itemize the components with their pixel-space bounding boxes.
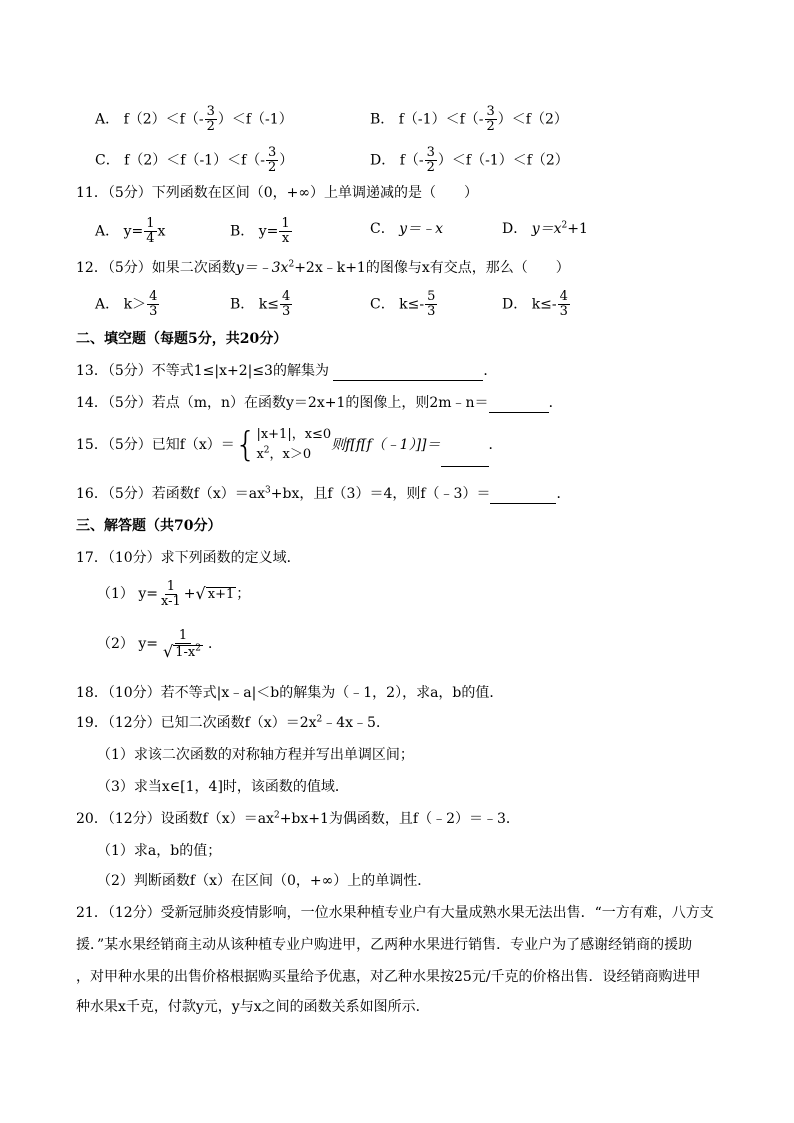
answer-blank[interactable] [441,452,489,467]
option-text: k＞ [123,296,147,313]
q20-part-2: （2）判断函数f（x）在区间（0，+∞）上的单调性． [97,873,432,889]
piecewise [235,425,331,465]
superscript: 2 [316,714,323,725]
q10-option-d[interactable] [370,146,569,175]
q12-option-c[interactable] [370,290,438,319]
part-text: y= [138,636,159,652]
frac-num: 1 [166,578,176,594]
option-text: y＝﹣x [399,221,443,237]
cases [256,425,331,465]
option-text: ）＜f（2） [497,111,568,128]
q21-line-4: 种水果x千克，付款y元，y与x之间的函数关系如图所示． [76,999,430,1015]
q11-option-b[interactable] [230,217,293,246]
question-text: 14．（5分）若点（m，n）在函数y＝2x+1的图像上，则2m﹣n＝ [76,395,489,411]
frac-num: 4 [281,289,291,304]
frac-num: 3 [206,104,215,119]
q12-option-d[interactable] [502,290,571,319]
sqrt [163,641,203,661]
plus-sign: + [183,586,196,602]
option-label: B． [230,296,255,313]
q15 [76,423,503,467]
option-text: y= [123,223,144,240]
q13 [76,361,497,381]
question-text: +bx，且f（3）＝4，则f（﹣3）＝ [270,486,491,502]
superscript: 3 [265,485,271,496]
q19-stem [76,713,390,733]
part-text: ； [236,586,251,602]
option-text: f（2）＜f（ [123,111,199,128]
stem-text: ﹣4x﹣5． [322,715,390,731]
q14 [76,393,563,413]
q10-option-b[interactable] [370,105,568,134]
fraction [266,146,278,175]
radical-icon: √ [163,641,174,661]
q11-option-d[interactable] [502,219,588,239]
q20-stem [76,809,520,829]
fraction [279,217,291,246]
option-label: A． [95,111,120,128]
option-label: C． [95,152,120,169]
frac-den: 2 [268,160,277,175]
frac-num: 3 [486,104,495,119]
q12-option-a[interactable] [95,290,160,319]
q19-part-1: （1）求该二次函数的对称轴方程并写出单调区间； [97,747,414,763]
case-1: |x+1|，x≤0 [256,427,332,442]
fraction [425,146,437,175]
stem-text: 12．（5分）如果二次函数 [76,260,236,276]
question-text: ． [548,395,563,411]
option-label: D． [502,296,528,313]
part-label: （1） [97,586,134,602]
superscript: 2 [273,810,280,821]
frac-num: 1 [175,629,191,644]
option-label: A． [95,223,120,240]
q11-option-c[interactable] [370,219,443,239]
stem-text: 19．（12分）已知二次函数f（x）＝2x [76,715,317,731]
frac-num: 5 [427,289,436,304]
option-label: C． [370,296,395,313]
frac-den: x [281,231,290,246]
frac-den: x-1 [161,593,181,609]
option-label: B． [230,223,255,240]
stem-text: +bx+1为偶函数，且f（﹣2）＝﹣3． [279,811,520,827]
question-text: 13．（5分）不等式1≤|x+2|≤3的解集为 [76,363,329,379]
superscript: 2 [195,643,201,654]
stem-func: y＝﹣3x [235,260,289,276]
option-text: x [157,223,166,240]
q18: 18．（10分）若不等式|x﹣a|＜b的解集为（﹣1，2），求a，b的值． [76,685,504,701]
part-label: （2） [97,636,134,652]
frac-num: 1 [146,216,155,231]
radical-icon: √ [195,584,206,603]
frac-den: 3 [559,304,568,319]
q16 [76,484,570,504]
frac-den: 3 [427,304,436,319]
superscript: 2 [288,259,295,270]
part-text: ． [207,636,222,652]
q17-part-1 [97,578,250,610]
option-text: k≤ [258,296,279,313]
stem-text: +2x﹣k+1的图像与x有交点，那么（ ） [294,260,570,276]
answer-blank[interactable] [333,366,483,381]
fraction [280,290,292,319]
option-label: B． [370,111,395,128]
section-title-solutions: 三、解答题（共70分） [76,518,222,534]
frac-den: 2 [486,119,495,134]
option-text: +1 [567,221,588,237]
fraction [485,105,497,134]
option-text: y= [258,223,279,240]
superscript: 2 [561,220,568,231]
option-text: k≤ [531,296,552,313]
fraction [425,290,437,319]
section-title-fill-in: 二、填空题（每题5分，共20分） [76,331,288,347]
frac-num: 4 [559,289,568,304]
neg-sign: - [260,152,265,169]
option-label: D． [370,152,396,169]
question-text: 15．（5分）已知f（x）＝ [76,437,235,453]
brace-icon: { [234,425,257,465]
option-text: ）＜f（-1） [217,111,293,128]
q21-line-2: 援．”某水果经销商主动从该种植专业户购进甲，乙两种水果进行销售．专业户为了感谢经销商的援助 [76,937,693,953]
question-text: ． [488,437,503,453]
frac-den: 2 [206,119,215,134]
option-text: k≤ [399,296,420,313]
frac-den: 3 [281,304,291,319]
frac-num: 4 [149,289,158,304]
q20-part-1: （1）求a，b的值； [97,843,222,859]
option-label: C． [370,221,395,237]
frac-num: 1 [281,216,290,231]
q12-option-b[interactable] [230,290,293,319]
option-text: f（ [399,152,419,169]
radicand-text: 1-x [175,644,196,660]
radicand [173,645,203,660]
q19-part-3: （3）求当x∈[1，4]时，该函数的值域． [97,779,349,795]
frac-num: 3 [426,145,435,160]
sqrt [196,586,237,602]
q17-stem: 17．（10分）求下列函数的定义域． [76,550,301,566]
stem-text: 20．（12分）设函数f（x）＝ax [76,811,274,827]
case-2 [256,445,331,465]
frac-den: 4 [146,231,155,246]
frac-num: 3 [268,145,277,160]
q10-option-c[interactable] [95,146,293,175]
q17-part-2 [97,624,222,664]
fraction [558,290,570,319]
question-text: 16．（5分）若函数f（x）＝ax [76,486,266,502]
case-base: x [256,447,264,462]
neg-sign: - [198,111,204,128]
answer-blank[interactable] [489,398,549,413]
fraction [159,580,183,609]
option-label: D． [502,221,528,237]
frac-den: 3 [149,304,158,319]
answer-blank[interactable] [490,489,556,504]
option-text: f（2）＜f（-1）＜f（ [124,152,261,169]
fraction [144,217,156,246]
neg-sign: - [419,296,425,313]
question-text: 则f[f[f（﹣1）]]＝ [331,437,441,453]
part-text: y= [138,586,159,602]
option-text: f（-1）＜f（ [398,111,479,128]
fraction [147,290,159,319]
question-text: ． [483,363,498,379]
q10-option-a[interactable] [95,105,293,134]
option-label: A． [95,296,120,313]
neg-sign: - [551,296,557,313]
q11-stem: 11．（5分）下列函数在区间（0，+∞）上单调递减的是（ ） [76,185,479,201]
neg-sign: - [418,152,424,169]
q21-line-3: ，对甲种水果的出售价格根据购买量给予优惠，对乙种水果按25元/千克的价格出售．设经销商购进甲 [76,969,701,985]
option-text: y＝x [531,221,562,237]
q21-line-1: 21．（12分）受新冠肺炎疫情影响，一位水果种植专业户有大量成熟水果无法出售．“一方有难，八方支 [76,905,714,921]
option-text: ）＜f（-1）＜f（2） [437,152,569,169]
q11-option-a[interactable] [95,217,165,246]
question-text: ． [556,486,571,502]
frac-den: 2 [426,160,435,175]
frac-den [159,641,207,661]
superscript: 2 [263,445,270,456]
case-post: ，x＞0 [269,447,312,462]
neg-sign: - [478,111,484,128]
fraction [159,629,207,660]
q12-stem [76,258,570,278]
fraction [205,105,217,134]
option-text: ） [279,152,294,169]
radicand: x+1 [207,587,235,602]
